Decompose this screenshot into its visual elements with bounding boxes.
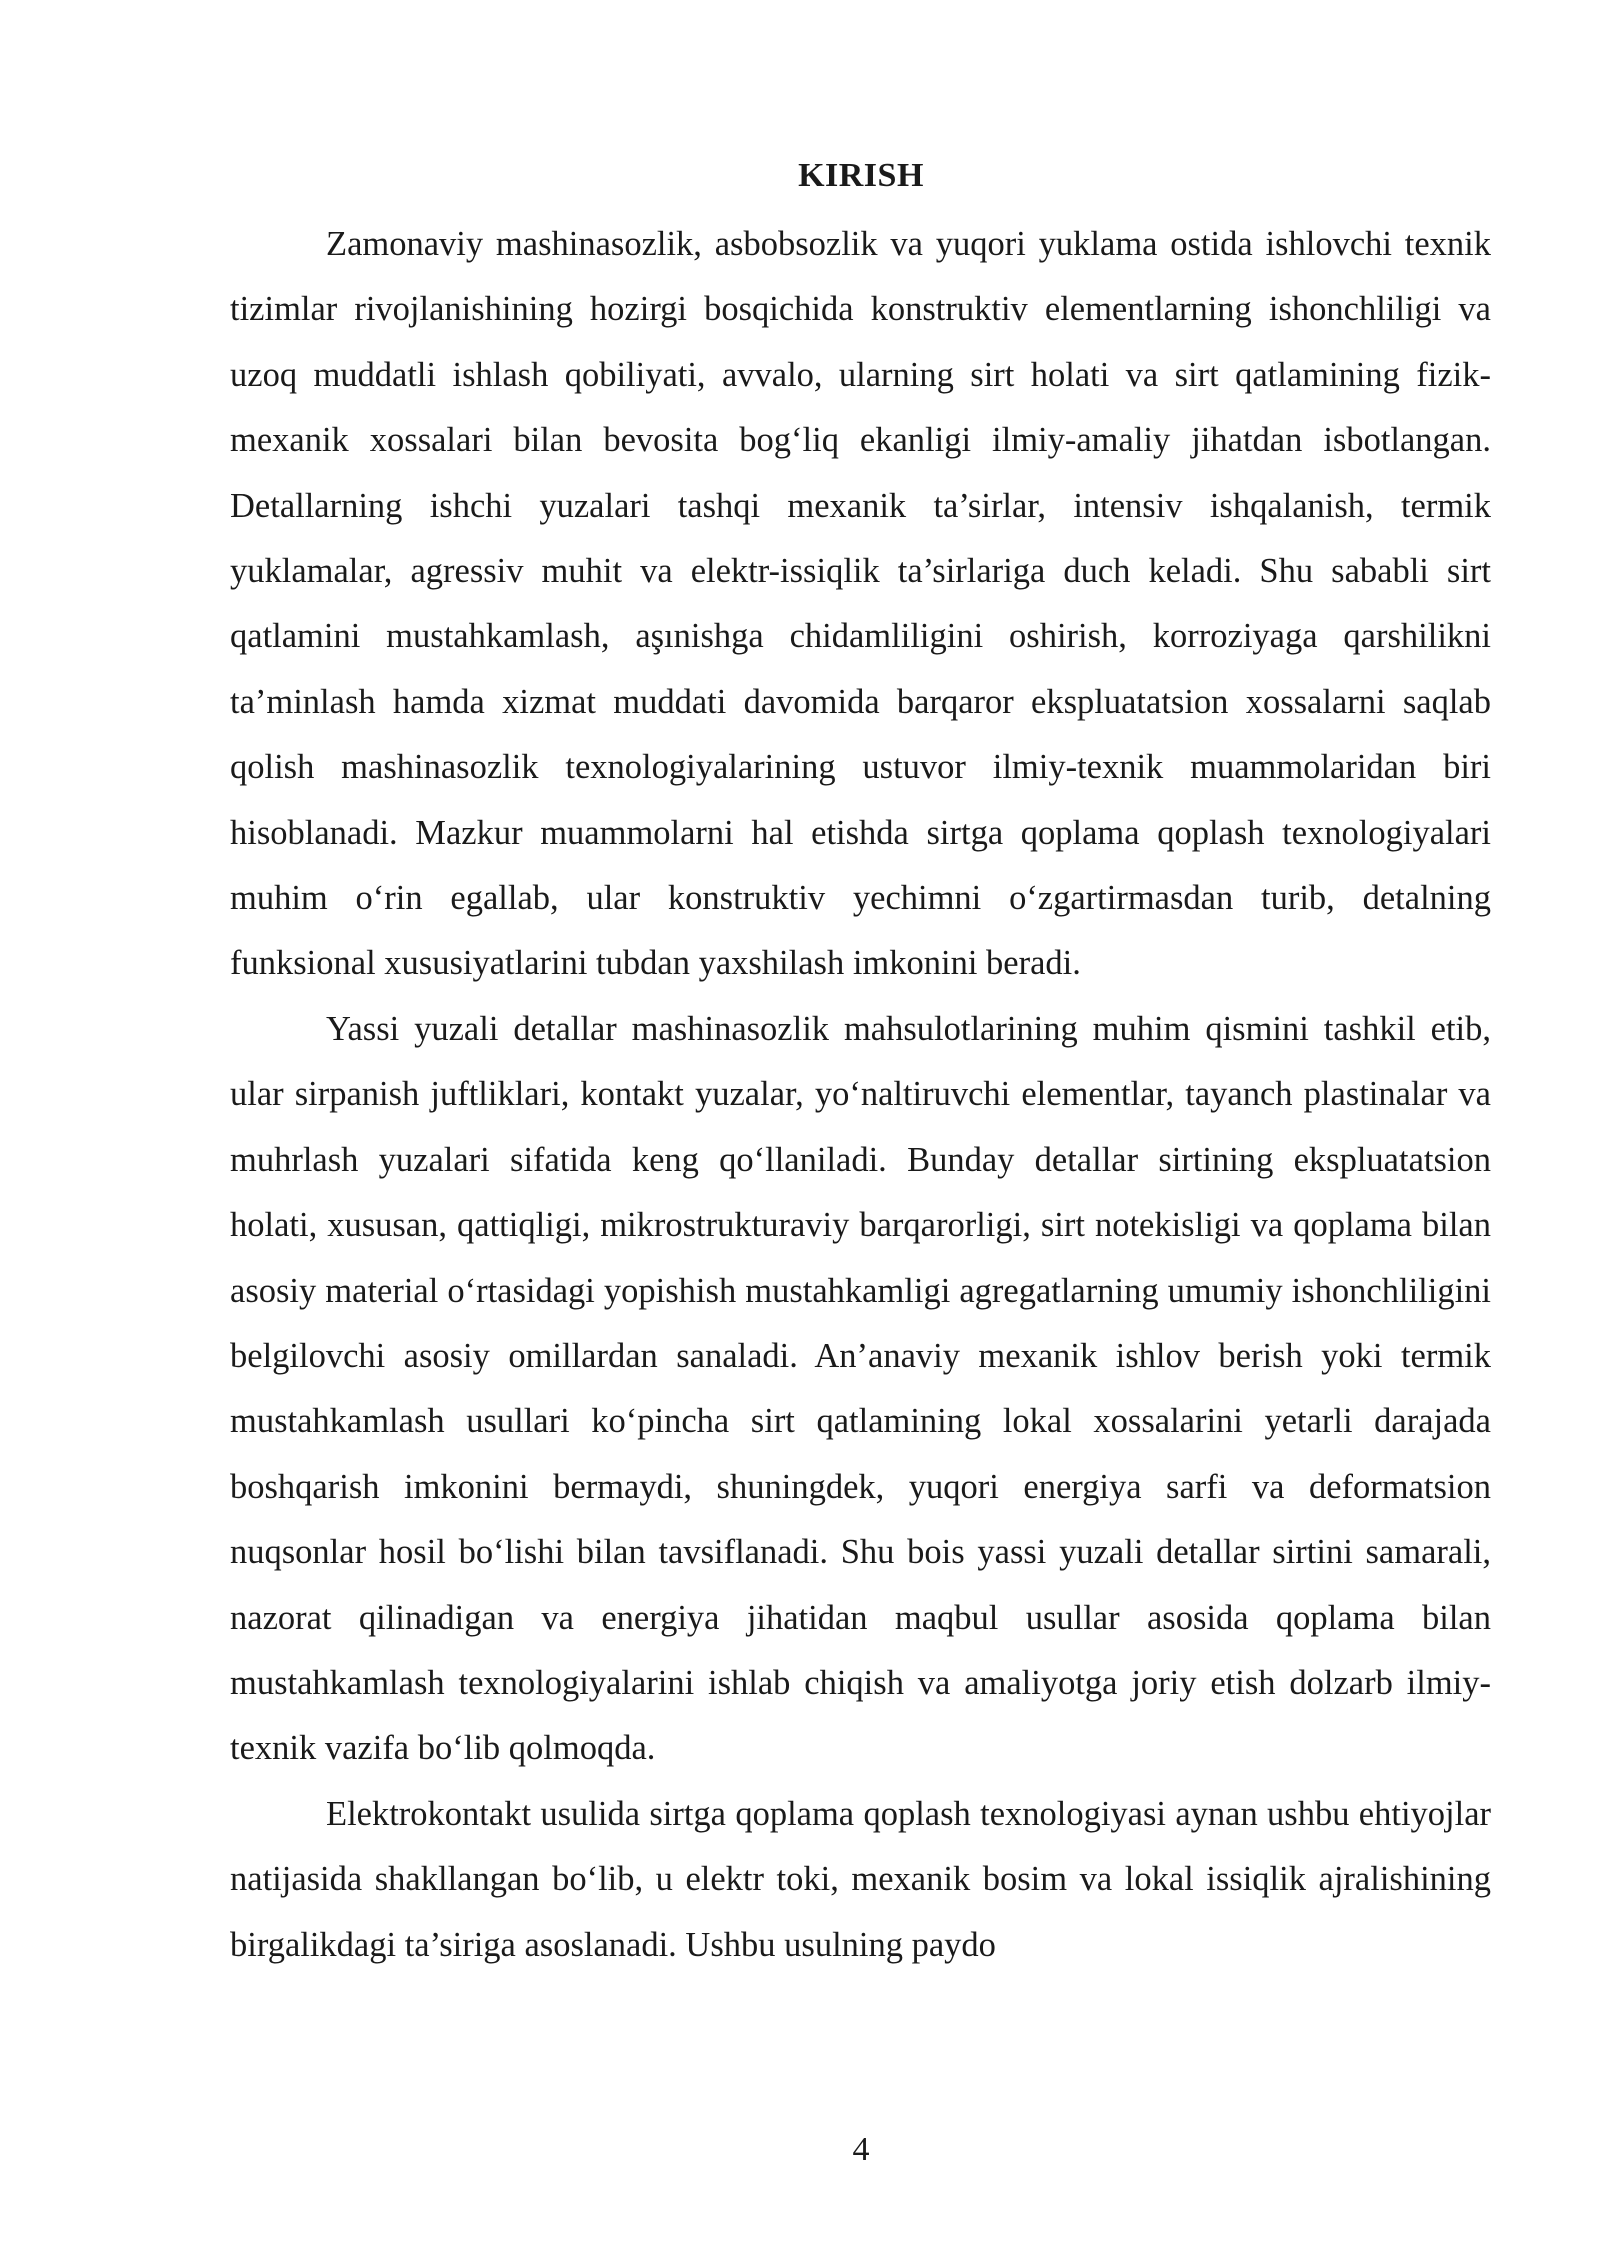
paragraph: Yassi yuzali detallar mashinasozlik mahsulotlarining muhim qismini tashkil etib, ular sirpanish juftliklari, kontakt yuzalar, yo‘naltiruvchi elementlar, tayanch plastinalar va muhrlash yuzalari sifatida keng qo‘llaniladi. Bunday detallar sirtining ekspluatatsion holati, xususan, qattiqligi, mikrostrukturaviy barqarorligi, sirt notekisligi va qoplama bilan asosiy material o‘rtasidagi yopishish mustahkamligi agregatlarning umumiy ishonchliligini belgilovchi asosiy omillardan sanaladi. An’anaviy mexanik ishlov berish yoki termik mustahkamlash usullari ko‘pincha sirt qatlamining lokal xossalarini yetarli darajada boshqarish imkonini bermaydi, shuningdek, yuqori energiya sarfi va deformatsion nuqsonlar hosil bo‘lishi bilan tavsiflanadi. Shu bois yassi yuzali detallar sirtini samarali, nazorat qilinadigan va energiya jihatidan maqbul usullar asosida qoplama bilan mustahkamlash texnologiyalarini ishlab chiqish va amaliyotga joriy etish dolzarb ilmiy-texnik vazifa bo‘lib qolmoqda. <box>230 1009 1491 1768</box>
paragraph: Zamonaviy mashinasozlik, asbobsozlik va yuqori yuklama ostida ishlovchi texnik tizimlar rivojlanishining hozirgi bosqichida konstruktiv elementlarning ishonchliligi va uzoq muddatli ishlash qobiliyati, avvalo, ularning sirt holati va sirt qatlamining fizik-mexanik xossalari bilan bevosita bog‘liq ekanligi ilmiy-amaliy jihatdan isbotlangan. Detallarning ishchi yuzalari tashqi mexanik ta’sirlar, intensiv ishqalanish, termik yuklamalar, agressiv muhit va elektr-issiqlik ta’sirlariga duch keladi. Shu sababli sirt qatlamini mustahkamlash, aşınishga chidamliligini oshirish, korroziyaga qarshilikni ta’minlash hamda xizmat muddati davomida barqaror ekspluatatsion xossalarni saqlab qolish mashinasozlik texnologiyalarining ustuvor ilmiy-texnik muammolaridan biri hisoblanadi. Mazkur muammolarni hal etishda sirtga qoplama qoplash texnologiyalari muhim o‘rin egallab, ular konstruktiv yechimni o‘zgartirmasdan turib, detalning funksional xususiyatlarini tubdan yaxshilash imkonini beradi. <box>230 225 1491 983</box>
section-heading: KIRISH <box>798 157 924 194</box>
body-text <box>230 212 1491 1978</box>
paragraph: Elektrokontakt usulida sirtga qoplama qoplash texnologiyasi aynan ushbu ehtiyojlar natijasida shakllangan bo‘lib, u elektr toki, mexanik bosim va lokal issiqlik ajralishining birgalikdagi ta’siriga asoslanadi. Ushbu usulning paydo <box>230 1794 1491 1964</box>
page-number: 4 <box>852 2131 870 2168</box>
